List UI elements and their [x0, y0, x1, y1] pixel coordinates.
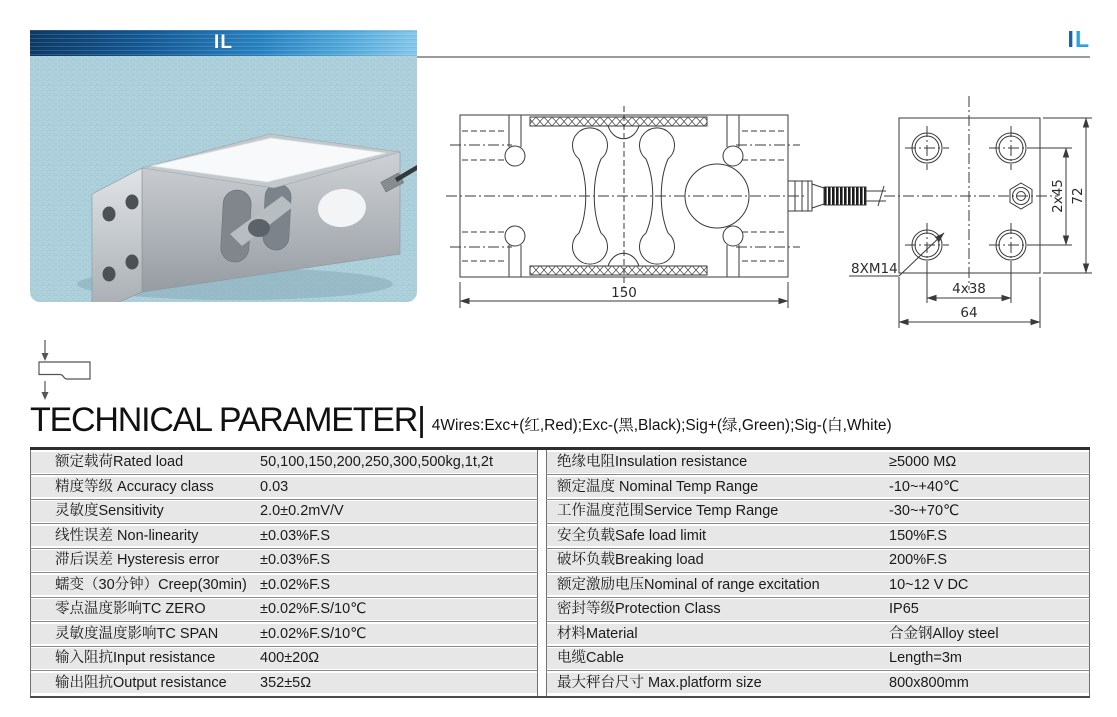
param-value: 10~12 V DC: [889, 576, 969, 593]
dim-width: 64: [960, 305, 978, 321]
wiring-note: 4Wires:Exc+(红,Red);Exc-(黑,Black);Sig+(绿,Green);Sig-(白,White): [431, 417, 892, 434]
parameters-table: [30, 447, 1090, 698]
dim-pitch: 2x45: [1050, 179, 1066, 213]
param-label: 安全负载Safe load limit: [557, 527, 707, 544]
param-label: 零点温度影响TC ZERO: [55, 601, 206, 617]
param-value: 352±5Ω: [260, 674, 312, 691]
header-rule: [417, 56, 1090, 58]
param-label: 额定激励电压Nominal of range excitation: [557, 576, 820, 593]
table-row: [547, 575, 1089, 596]
param-label: 输出阻抗Output resistance: [55, 674, 227, 691]
param-value: Length=3m: [889, 650, 962, 666]
dim-height: 72: [1070, 187, 1086, 205]
param-value: ±0.03%F.S: [260, 552, 331, 568]
table-row: [547, 648, 1089, 669]
param-value: ±0.02%F.S: [260, 576, 331, 593]
param-value: IP65: [889, 601, 919, 617]
table-row: [31, 550, 537, 571]
plan-view-drawing: [446, 106, 886, 308]
param-label: 工作温度范围Service Temp Range: [557, 503, 779, 519]
param-label: 精度等级 Accuracy class: [55, 478, 214, 495]
param-value: -30~+70℃: [889, 503, 960, 519]
param-value: 0.03: [260, 478, 289, 495]
table-row: [31, 624, 537, 645]
table-row: [31, 575, 537, 596]
table-row: [31, 599, 537, 620]
corner-model-letter-i: I: [1067, 26, 1075, 52]
param-value: ±0.02%F.S/10℃: [260, 625, 367, 642]
dim-bolt-spacing: 4x38: [952, 281, 986, 297]
param-label: 灵敏度温度影响TC SPAN: [55, 625, 219, 642]
table-row: [31, 452, 537, 473]
param-value: 800x800mm: [889, 674, 969, 691]
table-row: [31, 673, 537, 694]
param-label: 滞后误差 Hysteresis error: [55, 552, 220, 568]
load-cell-photo-illustration: [30, 56, 417, 302]
param-label: 密封等级Protection Class: [557, 601, 721, 617]
param-label: 灵敏度Sensitivity: [55, 503, 164, 519]
load-direction-icon: [30, 335, 100, 400]
parameters-table-right: [546, 450, 1090, 696]
table-row: [547, 550, 1089, 571]
param-value: 2.0±0.2mV/V: [260, 503, 344, 519]
table-row: [547, 501, 1089, 522]
corner-model-letter-l: L: [1074, 26, 1090, 52]
param-value: 50,100,150,200,250,300,500kg,1t,2t: [260, 454, 494, 470]
table-row: [31, 477, 537, 498]
table-row: [547, 477, 1089, 498]
param-value: -10~+40℃: [889, 478, 960, 495]
param-label: 输入阻抗Input resistance: [55, 650, 216, 666]
thread-label: 8XM14: [851, 261, 898, 277]
table-row: [547, 673, 1089, 694]
model-title: IL: [214, 32, 233, 53]
param-value: 200%F.S: [889, 552, 948, 568]
param-label: 最大秤台尺寸 Max.platform size: [557, 674, 762, 691]
param-label: 电缆Cable: [557, 650, 624, 666]
corner-model-label: [1068, 28, 1090, 51]
table-row: [547, 624, 1089, 645]
param-value: ±0.02%F.S/10℃: [260, 601, 367, 617]
table-row: [31, 648, 537, 669]
product-photo: [30, 56, 417, 302]
param-value: 400±20Ω: [260, 650, 320, 666]
param-value: ±0.03%F.S: [260, 527, 331, 544]
table-row: [547, 526, 1089, 547]
table-row: [547, 599, 1089, 620]
technical-drawing: [430, 80, 1117, 340]
param-value: ≥5000 MΩ: [889, 454, 957, 470]
param-label: 蠕变（30分钟）Creep(30min): [55, 576, 247, 593]
param-label: 额定温度 Nominal Temp Range: [557, 478, 759, 495]
table-row: [547, 452, 1089, 473]
section-heading: [30, 403, 892, 437]
down-arrow-icon: [42, 392, 49, 400]
model-header-bar: [30, 30, 417, 56]
section-title: TECHNICAL PARAMETER|: [30, 401, 425, 439]
parameters-table-left: [30, 450, 538, 696]
mounting-view-drawing: [849, 96, 1092, 328]
dim-length: 150: [611, 285, 637, 301]
table-row: [31, 501, 537, 522]
param-label: 破坏负载Breaking load: [557, 552, 704, 568]
param-value: 合金钢Alloy steel: [889, 625, 999, 642]
down-arrow-icon: [42, 353, 49, 361]
param-value: 150%F.S: [889, 527, 948, 544]
param-label: 线性误差 Non-linearity: [55, 527, 199, 544]
param-label: 额定载荷Rated load: [55, 454, 184, 470]
param-label: 绝缘电阻Insulation resistance: [557, 454, 748, 470]
table-row: [31, 526, 537, 547]
param-label: 材料Material: [557, 625, 638, 642]
